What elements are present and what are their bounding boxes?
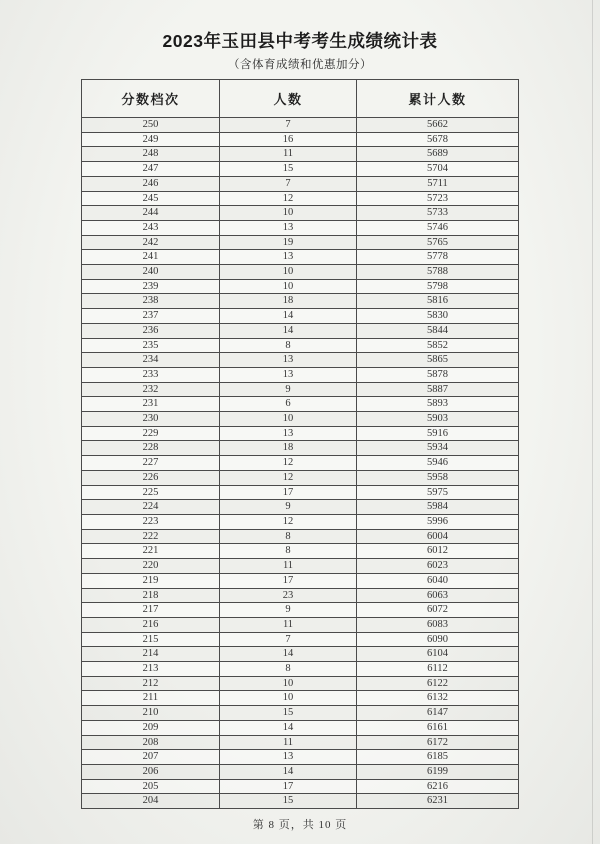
count-cell: 23: [220, 588, 357, 603]
cumulative-count-cell: 6063: [357, 588, 519, 603]
cumulative-count-cell: 5723: [357, 191, 519, 206]
table-row: [82, 735, 519, 750]
table-row: [82, 397, 519, 412]
table-row: [82, 720, 519, 735]
score-table: [81, 79, 519, 809]
score-level-cell: 204: [82, 794, 220, 809]
table-row: [82, 118, 519, 133]
cumulative-count-cell: 5844: [357, 323, 519, 338]
count-cell: 12: [220, 470, 357, 485]
score-level-cell: 211: [82, 691, 220, 706]
count-cell: 15: [220, 162, 357, 177]
table-row: [82, 559, 519, 574]
cumulative-count-cell: 6104: [357, 647, 519, 662]
count-cell: 10: [220, 412, 357, 427]
page-number-footer: 第 8 页，共 10 页: [252, 819, 348, 832]
table-row: [82, 382, 519, 397]
score-level-cell: 205: [82, 779, 220, 794]
count-cell: 7: [220, 632, 357, 647]
count-cell: 10: [220, 676, 357, 691]
score-level-cell: 230: [82, 412, 220, 427]
table-row: [82, 573, 519, 588]
cumulative-count-cell: 5887: [357, 382, 519, 397]
score-table-body: [82, 118, 519, 809]
score-level-cell: 212: [82, 676, 220, 691]
cumulative-count-cell: 5878: [357, 367, 519, 382]
count-cell: 13: [220, 220, 357, 235]
table-row: [82, 764, 519, 779]
table-row: [82, 779, 519, 794]
count-cell: 8: [220, 544, 357, 559]
cumulative-count-cell: 5830: [357, 309, 519, 324]
score-level-cell: 231: [82, 397, 220, 412]
count-cell: 10: [220, 265, 357, 280]
cumulative-count-cell: 5946: [357, 456, 519, 471]
score-level-cell: 219: [82, 573, 220, 588]
cumulative-count-cell: 6172: [357, 735, 519, 750]
score-level-cell: 206: [82, 764, 220, 779]
table-row: [82, 706, 519, 721]
table-row: [82, 338, 519, 353]
score-level-cell: 210: [82, 706, 220, 721]
cumulative-count-cell: 5778: [357, 250, 519, 265]
page-title: 2023年玉田县中考考生成绩统计表: [162, 31, 438, 51]
cumulative-count-cell: 6147: [357, 706, 519, 721]
score-level-cell: 227: [82, 456, 220, 471]
count-cell: 11: [220, 617, 357, 632]
count-cell: 17: [220, 485, 357, 500]
count-cell: 7: [220, 176, 357, 191]
score-level-cell: 223: [82, 514, 220, 529]
score-level-cell: 218: [82, 588, 220, 603]
table-row: [82, 367, 519, 382]
count-cell: 10: [220, 279, 357, 294]
table-row: [82, 485, 519, 500]
page-edge-line: [592, 0, 593, 844]
count-cell: 13: [220, 367, 357, 382]
cumulative-count-cell: 5788: [357, 265, 519, 280]
table-row: [82, 294, 519, 309]
table-row: [82, 691, 519, 706]
table-row: [82, 470, 519, 485]
count-cell: 14: [220, 647, 357, 662]
cumulative-count-cell: 6122: [357, 676, 519, 691]
cumulative-count-cell: 5893: [357, 397, 519, 412]
count-cell: 11: [220, 735, 357, 750]
cumulative-count-cell: 6132: [357, 691, 519, 706]
count-cell: 17: [220, 573, 357, 588]
count-cell: 13: [220, 353, 357, 368]
table-row: [82, 750, 519, 765]
score-level-cell: 225: [82, 485, 220, 500]
table-row: [82, 250, 519, 265]
cumulative-count-cell: 5765: [357, 235, 519, 250]
table-row: [82, 220, 519, 235]
table-row: [82, 794, 519, 809]
cumulative-count-cell: 5746: [357, 220, 519, 235]
score-level-cell: 237: [82, 309, 220, 324]
table-row: [82, 323, 519, 338]
score-level-cell: 235: [82, 338, 220, 353]
cumulative-count-cell: 6216: [357, 779, 519, 794]
cumulative-count-cell: 5903: [357, 412, 519, 427]
column-header-cumulative-count: 累计人数: [357, 80, 519, 118]
table-row: [82, 529, 519, 544]
score-level-cell: 214: [82, 647, 220, 662]
score-level-cell: 250: [82, 118, 220, 133]
table-row: [82, 206, 519, 221]
score-level-cell: 245: [82, 191, 220, 206]
table-row: [82, 353, 519, 368]
score-level-cell: 226: [82, 470, 220, 485]
header-row: [82, 80, 519, 118]
score-level-cell: 239: [82, 279, 220, 294]
table-row: [82, 676, 519, 691]
cumulative-count-cell: 6112: [357, 662, 519, 677]
count-cell: 10: [220, 691, 357, 706]
table-row: [82, 588, 519, 603]
page-subtitle: （含体育成绩和优惠加分）: [228, 59, 372, 71]
count-cell: 18: [220, 441, 357, 456]
score-level-cell: 229: [82, 426, 220, 441]
score-level-cell: 246: [82, 176, 220, 191]
count-cell: 6: [220, 397, 357, 412]
cumulative-count-cell: 6023: [357, 559, 519, 574]
table-row: [82, 500, 519, 515]
table-row: [82, 617, 519, 632]
score-level-cell: 249: [82, 132, 220, 147]
score-level-cell: 238: [82, 294, 220, 309]
table-row: [82, 265, 519, 280]
cumulative-count-cell: 6231: [357, 794, 519, 809]
score-level-cell: 240: [82, 265, 220, 280]
score-level-cell: 220: [82, 559, 220, 574]
count-cell: 19: [220, 235, 357, 250]
count-cell: 12: [220, 456, 357, 471]
table-row: [82, 309, 519, 324]
count-cell: 13: [220, 426, 357, 441]
table-row: [82, 456, 519, 471]
score-level-cell: 207: [82, 750, 220, 765]
count-cell: 10: [220, 206, 357, 221]
cumulative-count-cell: 6083: [357, 617, 519, 632]
cumulative-count-cell: 5975: [357, 485, 519, 500]
score-level-cell: 217: [82, 603, 220, 618]
column-header-score-level: 分数档次: [82, 80, 220, 118]
cumulative-count-cell: 5996: [357, 514, 519, 529]
score-level-cell: 221: [82, 544, 220, 559]
score-level-cell: 242: [82, 235, 220, 250]
cumulative-count-cell: 5816: [357, 294, 519, 309]
count-cell: 8: [220, 662, 357, 677]
cumulative-count-cell: 6012: [357, 544, 519, 559]
cumulative-count-cell: 6040: [357, 573, 519, 588]
table-row: [82, 279, 519, 294]
count-cell: 8: [220, 529, 357, 544]
count-cell: 9: [220, 382, 357, 397]
count-cell: 13: [220, 750, 357, 765]
cumulative-count-cell: 5678: [357, 132, 519, 147]
count-cell: 11: [220, 559, 357, 574]
count-cell: 12: [220, 514, 357, 529]
score-level-cell: 224: [82, 500, 220, 515]
count-cell: 7: [220, 118, 357, 133]
count-cell: 14: [220, 764, 357, 779]
cumulative-count-cell: 6090: [357, 632, 519, 647]
cumulative-count-cell: 5916: [357, 426, 519, 441]
table-row: [82, 426, 519, 441]
score-level-cell: 216: [82, 617, 220, 632]
cumulative-count-cell: 6072: [357, 603, 519, 618]
score-table-header: [82, 80, 519, 118]
table-row: [82, 412, 519, 427]
score-level-cell: 232: [82, 382, 220, 397]
cumulative-count-cell: 6199: [357, 764, 519, 779]
score-level-cell: 228: [82, 441, 220, 456]
count-cell: 15: [220, 794, 357, 809]
score-level-cell: 209: [82, 720, 220, 735]
count-cell: 9: [220, 500, 357, 515]
cumulative-count-cell: 5865: [357, 353, 519, 368]
score-level-cell: 233: [82, 367, 220, 382]
score-level-cell: 208: [82, 735, 220, 750]
cumulative-count-cell: 6004: [357, 529, 519, 544]
table-row: [82, 647, 519, 662]
table-row: [82, 603, 519, 618]
cumulative-count-cell: 5984: [357, 500, 519, 515]
cumulative-count-cell: 5662: [357, 118, 519, 133]
table-row: [82, 191, 519, 206]
count-cell: 14: [220, 720, 357, 735]
count-cell: 8: [220, 338, 357, 353]
table-row: [82, 147, 519, 162]
table-row: [82, 235, 519, 250]
table-row: [82, 441, 519, 456]
cumulative-count-cell: 5689: [357, 147, 519, 162]
score-level-cell: 215: [82, 632, 220, 647]
score-level-cell: 248: [82, 147, 220, 162]
cumulative-count-cell: 5958: [357, 470, 519, 485]
cumulative-count-cell: 5852: [357, 338, 519, 353]
score-level-cell: 241: [82, 250, 220, 265]
score-level-cell: 236: [82, 323, 220, 338]
cumulative-count-cell: 5798: [357, 279, 519, 294]
count-cell: 11: [220, 147, 357, 162]
table-row: [82, 632, 519, 647]
cumulative-count-cell: 5711: [357, 176, 519, 191]
count-cell: 13: [220, 250, 357, 265]
column-header-count: 人数: [220, 80, 357, 118]
cumulative-count-cell: 5704: [357, 162, 519, 177]
count-cell: 14: [220, 323, 357, 338]
count-cell: 15: [220, 706, 357, 721]
score-level-cell: 222: [82, 529, 220, 544]
table-row: [82, 162, 519, 177]
cumulative-count-cell: 6161: [357, 720, 519, 735]
table-row: [82, 514, 519, 529]
score-level-cell: 247: [82, 162, 220, 177]
score-level-cell: 243: [82, 220, 220, 235]
table-row: [82, 662, 519, 677]
count-cell: 17: [220, 779, 357, 794]
cumulative-count-cell: 5934: [357, 441, 519, 456]
cumulative-count-cell: 6185: [357, 750, 519, 765]
score-level-cell: 244: [82, 206, 220, 221]
score-level-cell: 234: [82, 353, 220, 368]
cumulative-count-cell: 5733: [357, 206, 519, 221]
count-cell: 14: [220, 309, 357, 324]
count-cell: 12: [220, 191, 357, 206]
count-cell: 9: [220, 603, 357, 618]
count-cell: 16: [220, 132, 357, 147]
table-row: [82, 544, 519, 559]
table-row: [82, 176, 519, 191]
table-row: [82, 132, 519, 147]
score-level-cell: 213: [82, 662, 220, 677]
count-cell: 18: [220, 294, 357, 309]
